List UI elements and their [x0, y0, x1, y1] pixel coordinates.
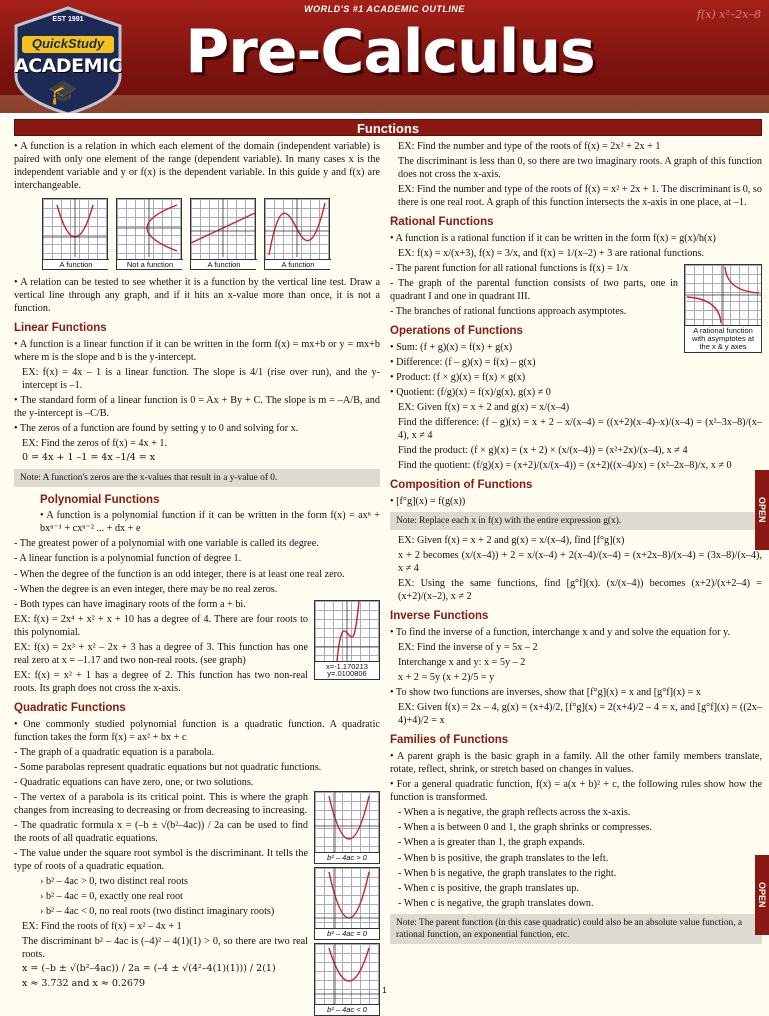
ops-rule: • Sum: (f + g)(x) = f(x) + g(x): [390, 341, 513, 353]
open-tab[interactable]: OPEN: [755, 855, 769, 935]
disc-graph-positive: [314, 791, 380, 864]
linear-example: EX: f(x) = 4x – 1 is a linear function. The slope is 4/1 (rise over run), and the y-intercept is –1.: [22, 367, 380, 392]
polynomial-graph: [314, 600, 380, 681]
quad-example: x = (–b ± √(b²–4ac)) / 2a = (–4 ± √(4²–4(1)(1))) / 2(1): [22, 963, 276, 975]
logo-brand: QuickStudy: [22, 36, 114, 53]
discriminant-graphs: [314, 791, 380, 1016]
graph-caption: Not a function: [117, 259, 183, 270]
rational-graph: [684, 264, 762, 353]
line-graph-icon: [191, 199, 255, 257]
inverse-example: x + 2 = 5y (x + 2)/5 = y: [398, 672, 495, 684]
quad-example: x ≈ 3.732 and x ≈ 0.2679: [22, 977, 146, 989]
roots-example: EX: Find the number and type of the roots of f(x) = 2x² + 2x + 1: [398, 141, 661, 152]
disc-graph-area: [315, 868, 379, 928]
poly-example: EX: f(x) = x² + 1 has a degree of 2. This function has two non-real roots. Its graph does not cross the x-axis.: [14, 669, 308, 694]
ops-example: Find the difference: (f – g)(x) = x + 2 – x/(x–4) = ((x+2)(x–4)–x)/(x–4) = (x²–3x–8)/(x–4), x ≠ 4: [398, 417, 762, 442]
graph-caption: A function: [43, 259, 109, 270]
inverse-text: • To find the inverse of a function, interchange x and y and solve the equation for y.: [390, 627, 731, 639]
section-title: Functions: [14, 119, 762, 136]
graph-function-2: [190, 198, 256, 270]
logo-academic: ACADEMIC: [13, 55, 123, 77]
disc-graph-zero: [314, 867, 380, 940]
graph-not-function: [116, 198, 182, 270]
right-column: [390, 140, 762, 988]
quad-text: - The value under the square root symbol is the discriminant. It tells the type of roots of a quadratic equation.: [14, 848, 308, 873]
families-text: • A parent graph is the basic graph in a family. All the other family members translate, rotate, reflect, shrink, or stretch based on changes in values.: [390, 751, 762, 776]
inverse-text: • To show two functions are inverses, show that [f°g](x) = x and [g°f](x) = x: [390, 687, 701, 699]
comp-rule: • [f°g](x) = f(g(x)): [390, 496, 466, 508]
quad-discriminant-case: › b² – 4ac > 0, two distinct real roots: [40, 876, 188, 888]
operations-heading: Operations of Functions: [390, 325, 523, 338]
graduation-cap-icon: 🎓: [48, 80, 78, 106]
rational-text: • A function is a rational function if it can be written in the form f(x) = g(x)/h(x): [390, 232, 716, 244]
hyperbola-icon: [685, 265, 761, 325]
disc-graph-area: [315, 792, 379, 852]
families-rule: - When a is greater than 1, the graph expands.: [398, 837, 585, 849]
header-decoration: f(x) x²–2x–8: [696, 8, 761, 21]
parabola-one-root-icon: [315, 868, 379, 928]
ops-example: Find the product: (f × g)(x) = (x + 2) × (x/(x–4)) = (x²+2x)/(x–4), x ≠ 4: [398, 445, 688, 457]
inverse-example: Interchange x and y: x = 5y – 2: [398, 657, 526, 669]
families-rule: - When a is negative, the graph reflects across the x-axis.: [398, 807, 631, 819]
polynomial-functions-heading: Polynomial Functions: [40, 493, 160, 506]
left-column: [14, 140, 380, 1014]
quad-text: • One commonly studied polynomial function is a quadratic function. A quadratic function takes the form f(x) = ax² + bx + c: [14, 718, 380, 743]
rational-text: - The graph of the parental function consists of two parts, one in quadrant I and one in quadrant III.: [390, 278, 678, 303]
families-rule: - When c is positive, the graph translates up.: [398, 882, 579, 894]
page-number: 1: [382, 986, 387, 995]
quad-text: - The quadratic formula x = (–b ± √(b²–4ac)) / 2a can be used to find the roots of all quadratic equations.: [14, 819, 308, 845]
cubic-graph-icon: [265, 199, 329, 257]
comp-example: x + 2 becomes (x/(x–4)) + 2 = x/(x–4) + 2(x–4)/(x–4) = (x+2x–8)/(x–4) = (3x–8)/(x–4), x ≠ 4: [398, 550, 762, 575]
disc-label: b² – 4ac > 0: [315, 852, 379, 863]
function-graphs: [42, 198, 380, 270]
parabola-two-roots-icon: [315, 792, 379, 852]
composition-heading: Composition of Functions: [390, 479, 533, 492]
graph-function-3: [264, 198, 330, 270]
families-note: Note: The parent function (in this case quadratic) could also be an absolute value function, a rational function, an exponential function, etc.: [390, 914, 762, 944]
roots-example: EX: Find the number and type of the roots of f(x) = x² + 2x + 1. The discriminant is 0, so there is one real root. A graph of this function intersects the x-axis in one place, at –1.: [398, 184, 762, 209]
families-rule: - When c is negative, the graph translates down.: [398, 897, 594, 909]
linear-functions-heading: Linear Functions: [14, 322, 107, 335]
poly-graph-label: x=-1.170213 y=.0100806: [315, 661, 379, 680]
families-text: • For a general quadratic function, f(x) = a(x + b)² + c, the following rules show how the function is transformed.: [390, 779, 762, 804]
linear-example: 0 = 4x + 1 –1 = 4x –1/4 = x: [22, 452, 156, 464]
families-heading: Families of Functions: [390, 734, 509, 747]
families-rule: - When a is between 0 and 1, the graph shrinks or compresses.: [398, 822, 652, 834]
quad-discriminant-case: › b² – 4ac < 0, no real roots (two distinct imaginary roots): [40, 906, 275, 918]
quad-text: - The graph of a quadratic equation is a parabola.: [14, 746, 215, 758]
poly-text: - Both types can have imaginary roots of the form a + bi.: [14, 598, 246, 610]
inverse-heading: Inverse Functions: [390, 610, 489, 623]
tagline: WORLD'S #1 ACADEMIC OUTLINE: [304, 4, 465, 14]
poly-text: - A linear function is a polynomial function of degree 1.: [14, 553, 242, 565]
inverse-example: EX: Given f(x) = 2x – 4, g(x) = (x+4)/2, [f°g](x) = 2(x+4)/2 – 4 = x, and [g°f](x) = ((2x–4)+4)/2 = x: [398, 702, 762, 727]
linear-text: • The standard form of a linear function is 0 = Ax + By + C. The slope is m = –A/B, and the y-intercept is –C/B.: [14, 395, 380, 420]
disc-label: b² – 4ac < 0: [315, 1004, 379, 1015]
ops-example: Find the quotient: (f/g)(x) = (x+2)/(x/(x–4)) = (x+2)((x–4)/x) = (x²–2x–8)/x, x ≠ 0: [398, 460, 732, 472]
vertical-line-test: • A relation can be tested to see whether it is a function by the vertical line test. Draw a vertical line through any graph, and if it hits an x-value more than once, it is not a function.: [14, 277, 380, 315]
parabola-graph-icon: [43, 199, 107, 257]
header-banner: [0, 0, 769, 113]
comp-example: EX: Given f(x) = x + 2 and g(x) = x/(x–4), find [f°g](x): [398, 535, 625, 547]
graph-caption: A function: [265, 259, 331, 270]
linear-text: • The zeros of a function are found by setting y to 0 and solving for x.: [14, 423, 299, 435]
quad-example: The discriminant b² – 4ac is (–4)² – 4(1)(1) > 0, so there are two real roots.: [22, 936, 308, 961]
quad-text: - The vertex of a parabola is its critical point. This is where the graph changes from increasing to decreasing or from decreasing to increasing.: [14, 791, 308, 816]
rational-text: - The branches of rational functions approach asymptotes.: [390, 306, 627, 318]
poly-example: EX: f(x) = 2x⁴ + x² + x + 10 has a degree of 4. There are four roots to this polynomial.: [14, 613, 308, 638]
poly-text: • A function is a polynomial function if it can be written in the form f(x) = axⁿ + bxⁿ⁻¹ + cxⁿ⁻² ... + dx + e: [40, 510, 380, 535]
comp-example: EX: Using the same functions, find [g°f](x). (x/(x–4)) becomes (x+2)/(x+2–4) = (x+2)/(x–2), x ≠ 2: [398, 578, 762, 603]
rational-text: - The parent function for all rational functions is f(x) = 1/x: [390, 263, 629, 275]
quad-discriminant-case: › b² – 4ac = 0, exactly one real root: [40, 891, 183, 903]
ops-example: EX: Given f(x) = x + 2 and g(x) = x/(x–4): [398, 402, 570, 414]
logo-est: EST 1991: [52, 16, 84, 23]
cubic-curve-icon: [315, 601, 379, 661]
comp-note: Note: Replace each x in f(x) with the entire expression g(x).: [390, 512, 762, 530]
ops-rule: • Product: (f × g)(x) = f(x) × g(x): [390, 372, 526, 384]
page-title: Pre-Calculus: [185, 17, 595, 87]
intro-text: • A function is a relation in which each element of the domain (independent variable) is paired with only one element of the range (dependent variable). In many cases x is the independent variable and y or f(x) is the dependent variable. In this guide y and f(x) are interchangeable.: [14, 141, 380, 192]
rational-graph-label: A rational function with asymptotes at the x & y axes: [685, 325, 761, 352]
disc-graph-negative: [314, 943, 380, 1016]
families-rule: - When b is positive, the graph translates to the left.: [398, 852, 609, 864]
roots-example: The discriminant is less than 0, so there are two imaginary roots. A graph of this function does not cross the x-axis.: [398, 156, 762, 181]
open-tab[interactable]: OPEN: [755, 470, 769, 550]
graph-function-1: [42, 198, 108, 270]
linear-text: • A function is a linear function if it can be written in the form f(x) = mx+b or y = mx+b where m is the slope and b is the y-intercept.: [14, 339, 380, 364]
sideways-parabola-icon: [117, 199, 181, 257]
poly-text: - When the degree is an even integer, there may be no real zeros.: [14, 583, 278, 595]
quickstudy-logo: [8, 6, 128, 116]
quad-text: - Quadratic equations can have zero, one, or two solutions.: [14, 776, 254, 788]
families-rule: - When b is negative, the graph translates to the right.: [398, 867, 617, 879]
rational-functions-heading: Rational Functions: [390, 216, 494, 229]
linear-note: Note: A function's zeros are the x-values that result in a y-value of 0.: [14, 469, 380, 487]
rational-graph-area: [685, 265, 761, 325]
linear-example: EX: Find the zeros of f(x) = 4x + 1.: [22, 438, 168, 450]
poly-text: - When the degree of the function is an odd integer, there is at least one real zero.: [14, 568, 345, 580]
poly-example: EX: f(x) = 2x³ + x² – 2x + 3 has a degree of 3. This function has one real zero at x = –1.17 and two non-real roots. (see graph): [14, 641, 308, 666]
quadratic-functions-heading: Quadratic Functions: [14, 701, 126, 714]
graph-caption: A function: [191, 259, 257, 270]
disc-label: b² – 4ac = 0: [315, 928, 379, 939]
inverse-example: EX: Find the inverse of y = 5x – 2: [398, 642, 538, 654]
ops-rule: • Difference: (f – g)(x) = f(x) – g(x): [390, 357, 536, 368]
rational-example: EX: f(x) = x/(x+3), f(x) = 3/x, and f(x) = 1/(x–2) + 3 are rational functions.: [398, 248, 704, 259]
quad-example: EX: Find the roots of f(x) = x² – 4x + 1: [22, 921, 182, 933]
poly-graph-area: [315, 601, 379, 661]
poly-text: - The greatest power of a polynomial with one variable is called its degree.: [14, 538, 319, 550]
quad-text: - Some parabolas represent quadratic equations but not quadratic functions.: [14, 761, 322, 773]
ops-rule: • Quotient: (f/g)(x) = f(x)/g(x), g(x) ≠ 0: [390, 387, 551, 399]
